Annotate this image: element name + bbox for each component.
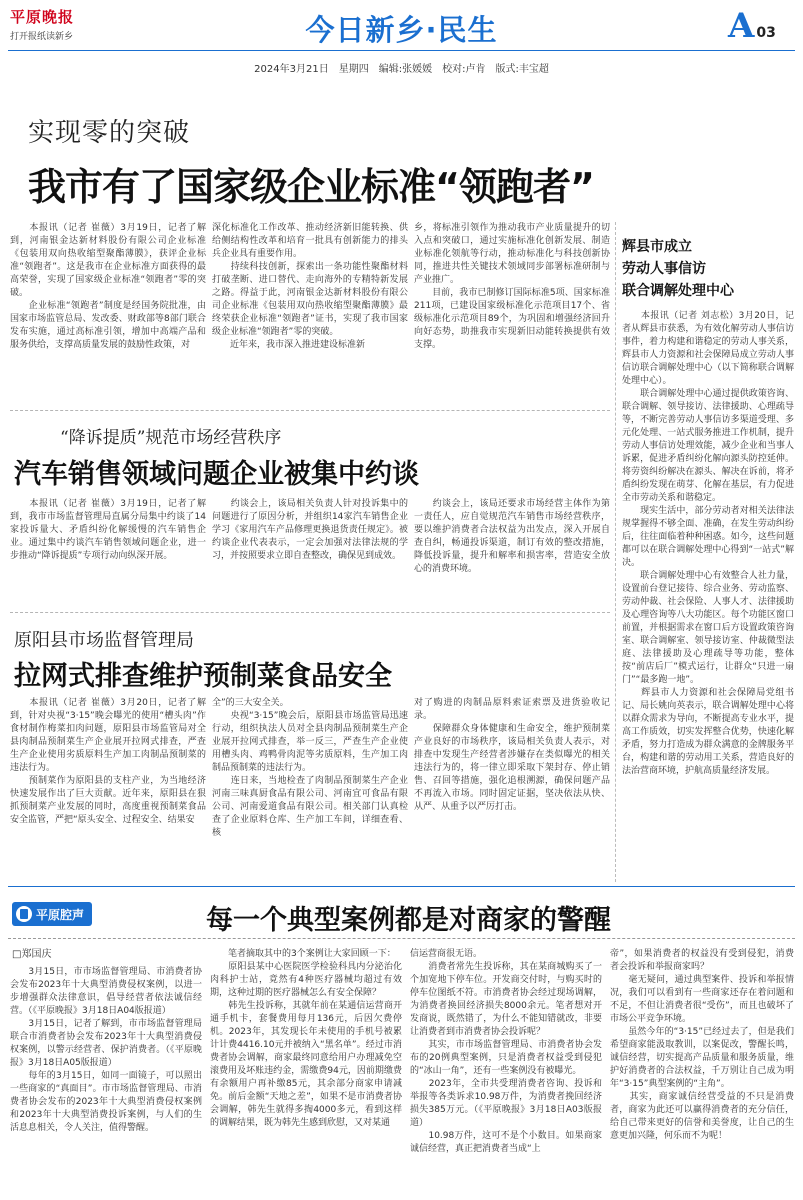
lead-body-col3: 乡，将标准引领作为推动我市产业质量提升的切入点和突破口，通过实施标准化创新发展、制造业标准化领航等行动，推动标准化与科技创新协同，推进共性关键技术领域同步部署标准研制与产业推广。 目前，我市已制修订国际标准5项、国家标准211项，已建设国家级标准化示范项目17个、省级标准化示范项目89个，为巩固和增强经济回升向好态势，助推我市实现新旧动能转换提供有效支撑。 — [414, 223, 610, 350]
story3-body-col3: 对了购进的肉制品原料索证索票及进货验收记录。 保障群众身体健康和生命安全，维护预制菜产业良好的市场秩序，该局相关负责人表示，对排查中发现生产经营者涉嫌存在类似曝光的相关违法行为的，将一律立即采取下架封存、停止销售、召回等措施，强化追根溯源，确保问题产品不再流入市场。同时固定证据，坚决依法从快、从严、从重予以严厉打击。 — [414, 698, 610, 812]
story3-body-col1: 本报讯（记者 崔薇）3月20日，记者了解到，针对央视“3·15”晚会曝光的使用“槽头肉”作食材制作梅菜扣肉问题，原阳县市场监管局对全县肉制品预制菜生产企业展开拉网式排查，严查生产企业使用劣质原料生产加工肉制品预制菜的违法行为。 预制菜作为原阳县的支柱产业，为当地经济快速发展作出了巨大贡献。近年来，原阳县在狠抓预制菜产业发展的同时，高度重视预制菜食品安全监管，严把“原头安全、过程安全、结果安 — [10, 698, 206, 825]
column-badge — [12, 902, 92, 926]
sidebar-headline-line-1: 辉县市成立 — [622, 239, 692, 255]
newspaper-slogan: 打开报纸读新乡 — [10, 32, 74, 42]
story3-body-col2: 全”的三大安全关。 央视“3·15”晚会后，原阳县市场监管局迅速行动，组织执法人员对全县肉制品预制菜生产企业展开拉网式排查，举一反三，严查生产企业使用槽头肉、鸡鸭骨肉泥等劣质原料，生产加工肉制品预制菜的违法行为。 连日来，当地检查了肉制品预制菜生产企业河南三味真厨食品有限公司、河南宜可食品有限公司、河南爱道食品有限公司。相关部门认真检查了企业原料仓库、生产加工车间，详细查看、核 — [212, 698, 408, 838]
story2-body-col1: 本报讯（记者 崔薇）3月19日，记者了解到，我市市场监督管理局直属分局集中约谈了14家投诉量大、矛盾纠纷化解缓慢的汽车销售企业。通过集中约谈汽车销售领域问题企业，进一步推动“降诉提质”专项行动向纵深开展。 — [10, 499, 206, 561]
sidebar-headline-line-3: 联合调解处理中心 — [622, 283, 734, 299]
column-headline-rule — [8, 938, 795, 939]
story2-body-col2: 约谈会上，该局相关负责人针对投诉集中的问题进行了原因分析，并组织14家汽车销售企业学习《家用汽车产品修理更换退货责任规定》。被约谈企业代表表示，一定会加强对法律法规的学习，并按照要求立即自查整改，确保见到成效。 — [212, 499, 408, 561]
page-letter: A — [728, 6, 755, 46]
megaphone-icon — [16, 906, 32, 922]
page-number-badge — [728, 6, 776, 46]
column-body-col4: 帝”，如果消费者的权益没有受到侵犯，消费者会投诉和举报商家吗？ 毫无疑问，通过典型案件、投诉和举报情况，我们可以看到有一些商家还存在着问题和不足，不但让消费者很“受伤”，而且也破坏了市场公平竞争环境。 虽然今年的“3·15”已经过去了，但是我们希望商家能汲取教训，以案促改，警醒长鸣，诚信经营，切实提高产品质量和服务质量，维护好消费者的合法权益，千万别让自己成为明年“3·15”典型案例的“主角”。 其实，商家诚信经营受益的不只是消费者，商家为此还可以赢得消费者的充分信任，给自己带来更好的信誉和美誉度，让自己的生意更加兴隆，何乐而不为呢！ — [610, 949, 794, 1141]
lead-headline: 我市有了国家级企业标准“领跑者” — [28, 165, 594, 209]
lead-body-col2: 深化标准化工作改革、推动经济新旧能转换、供给侧结构性改革和培育一批具有创新能力的排头兵企业具有重要作用。 持续科技创新，探索出一条功能性聚酯材料打破垄断、进口替代、走向海外的专精特新发展之路。得益于此，河南银金达新材料股份有限公司企业标准《包装用双向热收缩型聚酯薄膜》最终荣获企业标准“领跑者”证书，实现了我市国家级企业标准“领跑者”零的突破。 近年来，我市深入推进建设标准新 — [212, 223, 408, 350]
column-byline: □郑国庆 — [12, 949, 52, 960]
column-top-rule — [8, 886, 795, 887]
sidebar-headline — [622, 236, 794, 302]
column-body-col1: 3月15日，市市场监督管理局、市消费者协会发布2023年十大典型消费侵权案例，以进一步增强群众法律意识，倡导经营者依法诚信经营。（《平原晚报》3月18日A04版报道） 3月15日，记者了解到，市市场监督管理局联合市消费者协会发布2023年十大典型消费侵权案例，以警示经营者、保护消费者。（《平原晚报》3月18日A05版报道） 每年的3月15日，如同一面镜子，可以照出一些商家的“真面目”。市市场监督管理局、市消费者协会发布的2023年十大典型消费侵权案例和2023年十大典型消费投诉案例，与人们的生活息息相关，令人关注，值得警醒。 — [10, 967, 202, 1133]
story2-body-col3: 约谈会上，该局还要求市场经营主体作为第一责任人，应自觉规范汽车销售市场经营秩序，要以维护消费者合法权益为出发点，深入开展自查自纠，畅通投诉渠道，制订有效的整改措施，降低投诉量，提升和解率和损害率，营造安全放心的消费环境。 — [414, 499, 610, 574]
section-title: 今日新乡·民生 — [305, 13, 498, 47]
sidebar-headline-line-2: 劳动人事信访 — [622, 261, 706, 277]
story3-kicker: 原阳县市场监督管理局 — [14, 630, 194, 651]
masthead — [0, 0, 803, 82]
column-body-col2: 笔者摘取其中的3个案例让大家回顾一下： 原阳县某中心医院医学检验科具内分泌治化肉科护士站，竟然有4种医疗器械均超过有效期，这种过期的医疗器械怎么有安全保障？ 韩先生投诉称，其就年前在某通信运营商开通手机卡，套餐费用每月136元，后因欠费停机。2023年，其发现长年未使用的手机号被累计计费4416.10元并被纳入“黑名单”。经过市消费者协会调解，商家最终同意给用户办理减免空滚费用及坏账违约金，需缴费94元，因前期缴费有余额用户再补缴85元，其余部分商家申请减免。前后金额“天地之差”，如果不是市消费者协会调解，韩先生就得多掏4000多元，看到这样的调解结果，既为韩先生感到欣慰，又对某通 — [210, 949, 402, 1128]
lead-kicker: 实现零的突破 — [28, 118, 191, 148]
column-body-col3: 信运营商很无语。 消费者常先生投诉称，其在某商城购买了一个加宽地下停车位。开发商交付时，与购买时的停车位图纸不符。市消费者协会经过现场调解，为消费者换回经济损失8000余元。笔者想对开发商说，既然错了，为什么不能知错就改，非要让消费者到市消费者协会投诉呢？ 其实，市市场监督管理局、市消费者协会发布的20例典型案例，只是消费者权益受到侵犯的“冰山一角”，还有一些案例没有被曝光。 2023年，全市共受理消费者咨询、投诉和举报等各类诉求10.98万件，为消费者挽回经济损失385万元。（《平原晚报》3月18日A03版报道） 10.98万件，这可不是个小数目。如果商家诚信经营，真正把消费者当成“上 — [410, 949, 602, 1154]
newspaper-logo: 平原晚报 — [10, 8, 75, 26]
story2-headline: 汽车销售领域问题企业被集中约谈 — [14, 459, 419, 490]
story2-rule — [10, 410, 610, 411]
column-headline: 每一个典型案例都是对商家的警醒 — [206, 905, 611, 936]
page-number: 03 — [756, 25, 776, 41]
sidebar-divider — [615, 222, 616, 882]
sidebar-body: 本报讯（记者 刘志松）3月20日，记者从辉县市获悉，为有效化解劳动人事信访事件，着力构建和谐稳定的劳动人事关系，辉县市人力资源和社会保障局成立劳动人事信访联合调解处理中心（以下简称联合调解处理中心）。 联合调解处理中心通过提供政策咨询、联合调解、领导接访、法律援助、心理疏导等，不断完善劳动人事信访多渠道受理、多元化处理、一站式服务推进工作机制，提升劳动人事信访处理效能，减少企业和当事人诉累，促进矛盾纠纷化解向源头防控延伸。将劳资纠纷解决在源头、解决在诉前，将矛盾纠纷发现在萌芽、化解在基层，有力促进全市劳动关系和谐稳定。 现实生活中，部分劳动者对相关法律法规掌握得不够全面、准确，在发生劳动纠纷后，往往面临着种种困惑。如今，这些问题都可以在联合调解处理中心得到“一站式”解决。 联合调解处理中心有效整合人社力量，设置前台登记接待、综合业务、劳动监察、劳动仲裁、社会保险、人事人才、法律援助及心理咨询等八大功能区。每个功能区窗口前置，并根据需求在窗口后方设置政策咨询室、联合调解室、领导接访室、仲裁微型法庭、法律援助及心理疏导等功能，整体按“前店后厂”模式运行，让群众“只进一扇门”“最多跑一地”。 辉县市人力资源和社会保障局党组书记、局长姚向英表示，联合调解处理中心将以群众需求为导向，不断提高专业水平，提高工作质效，切实发挥整合优势，快速化解矛盾，努力打造成为群众满意的金牌服务平台，构建和谐的劳动用工关系，营造良好的法治营商环境，护航高质量经济发展。 — [622, 311, 794, 776]
story2-kicker: “降诉提质”规范市场经营秩序 — [60, 428, 282, 448]
masthead-rule — [8, 50, 795, 51]
column-badge-label: 平原腔声 — [36, 907, 85, 922]
story3-headline: 拉网式排查维护预制菜食品安全 — [14, 661, 392, 692]
story3-rule — [10, 612, 610, 613]
issue-meta: 2024年3月21日 星期四 编辑:张媛媛 校对:卢肯 版式:丰宝超 — [254, 64, 549, 75]
lead-body-col1: 本报讯（记者 崔薇）3月19日，记者了解到，河南银金达新材料股份有限公司企业标准《包装用双向热收缩型聚酯薄膜》，获评企业标准“领跑者”。这是我市在企业标准方面获得的最高荣誉，实现了国家级企业标准“领跑者”零的突破。 企业标准“领跑者”制度是经国务院批准，由国家市场监管总局、发改委、财政部等8部门联合发布实施，通过高标准引领，增加中高端产品和服务供给，支撑高质量发展的鼓励性政策，对 — [10, 223, 206, 350]
